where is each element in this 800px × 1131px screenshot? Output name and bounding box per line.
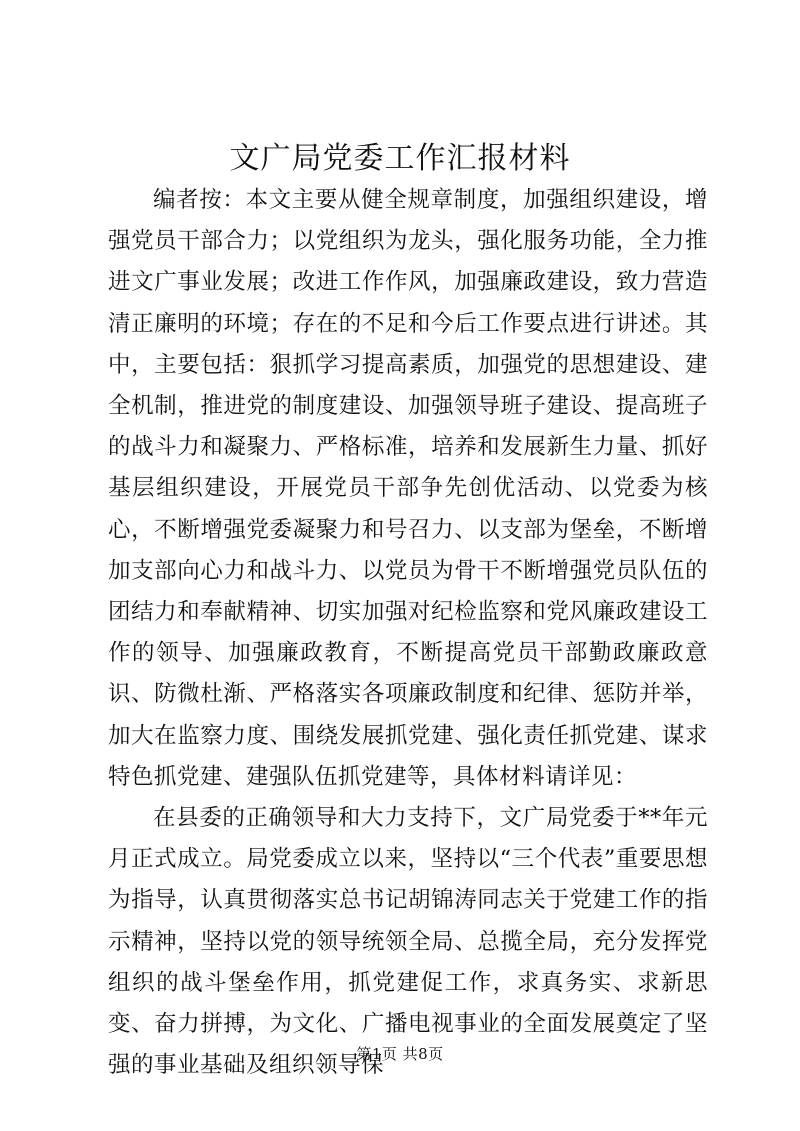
body-paragraph: 在县委的正确领导和大力支持下，文广局党委于**年元月正式成立。局党委成立以来，坚持以“三个代表”重要思想为指导，认真贯彻落实总书记胡锦涛同志关于党建工作的指示精神，坚持以党的领导统领全局、总揽全局，充分发挥党组织的战斗堡垒作用，抓党建促工作，求真务实、求新思变、奋力拼搏，为文化、广播电视事业的全面发展奠定了坚强的事业基础及组织领导保 (108, 805, 708, 1079)
document-title: 文广局党委工作汇报材料 (229, 141, 571, 176)
document-body (108, 180, 708, 1086)
editor-note-paragraph: 编者按：本文主要从健全规章制度，加强组织建设，增强党员干部合力；以党组织为龙头，强化服务功能，全力推进文广事业发展；改进工作作风，加强廉政建设，致力营造清正廉明的环境；存在的不足和今后工作要点进行讲述。其中，主要包括：狠抓学习提高素质，加强党的思想建设、建全机制，推进党的制度建设、加强领导班子建设、提高班子的战斗力和凝聚力、严格标准，培养和发展新生力量、抓好基层组织建设，开展党员干部争先创优活动、以党委为核心，不断增强党委凝聚力和号召力、以支部为堡垒，不断增加支部向心力和战斗力、以党员为骨干不断增强党员队伍的团结力和奉献精神、切实加强对纪检监察和党风廉政建设工作的领导、加强廉政教育，不断提高党员干部勤政廉政意识、防微杜渐、严格落实各项廉政制度和纪律、惩防并举，加大在监察力度、围绕发展抓党建、强化责任抓党建、谋求特色抓党建、建强队伍抓党建等，具体材料请详见： (108, 187, 708, 790)
page-footer (0, 1044, 800, 1064)
page-number: 第1页 共8页 (356, 1045, 444, 1063)
